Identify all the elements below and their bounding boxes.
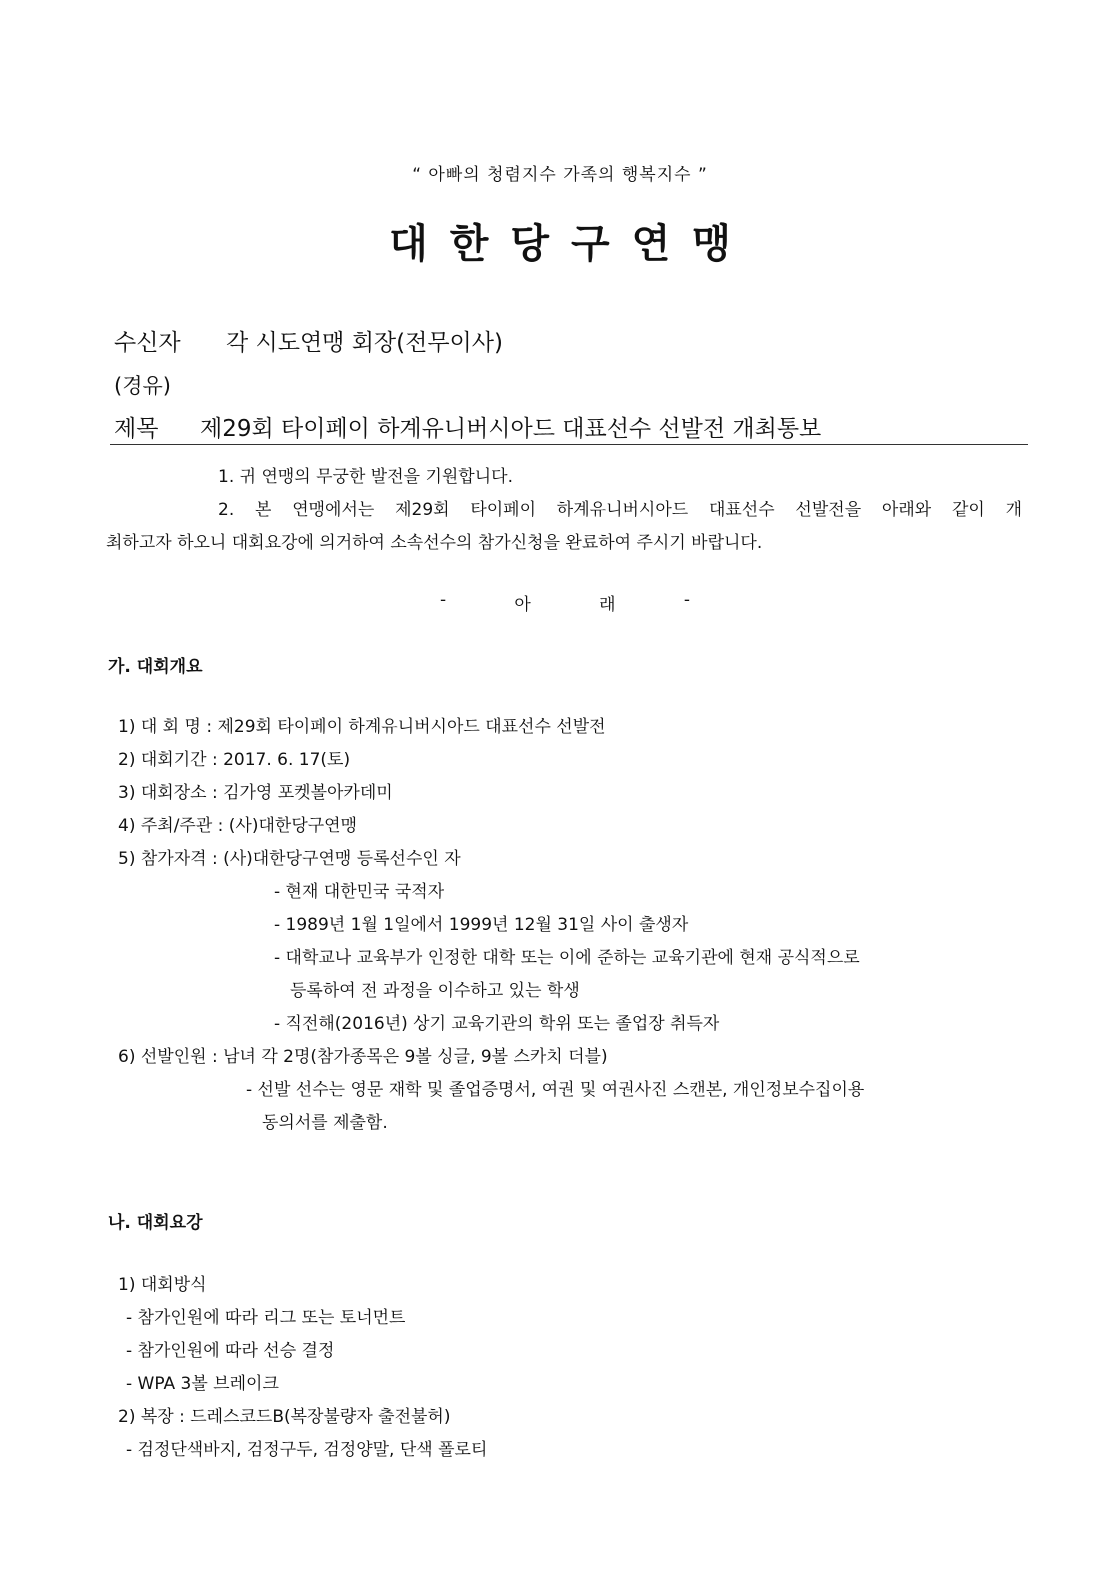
- outline-subline: - 대학교나 교육부가 인정한 대학 또는 이에 준하는 교육기관에 현재 공식적으로: [274, 948, 860, 968]
- below-marker-dash-right: -: [683, 590, 690, 610]
- outline-line: 3) 대회장소 : 김가영 포켓볼아카데미: [118, 783, 393, 803]
- outline-line: 5) 참가자격 : (사)대한당구연맹 등록선수인 자: [118, 849, 461, 869]
- outline-line: 6) 선발인원 : 남녀 각 2명(참가종목은 9볼 싱글, 9볼 스카치 더블): [118, 1047, 608, 1067]
- outline-line: 2) 대회기간 : 2017. 6. 17(토): [118, 750, 351, 770]
- outline-subline: - 1989년 1월 1일에서 1999년 12월 31일 사이 출생자: [274, 915, 689, 935]
- section-1-title: 가. 대회개요: [108, 657, 203, 677]
- header-divider: [110, 444, 1028, 445]
- organization-title: 대한당구연맹: [389, 221, 753, 267]
- body-paragraph-2-line-1: 2. 본 연맹에서는 제29회 타이페이 하계유니버시아드 대표선수 선발전을 아래와 같이 개: [218, 500, 1022, 520]
- below-marker-dash-left: -: [440, 590, 447, 610]
- outline-subline: - 선발 선수는 영문 재학 및 졸업증명서, 여권 및 여권사진 스캔본, 개인정보수집이용: [246, 1080, 865, 1100]
- recipient-value: 각 시도연맹 회장(전무이사): [226, 330, 503, 356]
- guideline-subline: - WPA 3볼 브레이크: [126, 1374, 279, 1394]
- subject-row: [114, 410, 821, 443]
- subject-value: 제29회 타이페이 하계유니버시아드 대표선수 선발전 개최통보: [200, 416, 822, 442]
- outline-subline: - 현재 대한민국 국적자: [274, 882, 445, 902]
- recipient-label: 수신자: [114, 330, 181, 356]
- slogan: “ 아빠의 청렴지수 가족의 행복지수 ”: [412, 165, 708, 185]
- outline-subline: - 직전해(2016년) 상기 교육기관의 학위 또는 졸업장 취득자: [274, 1014, 720, 1034]
- guideline-line: 1) 대회방식: [118, 1275, 207, 1295]
- guideline-line: 2) 복장 : 드레스코드B(복장불량자 출전불허): [118, 1407, 451, 1427]
- outline-line: 1) 대 회 명 : 제29회 타이페이 하계유니버시아드 대표선수 선발전: [118, 717, 606, 737]
- recipient-row: [114, 324, 503, 357]
- outline-subline: 등록하여 전 과정을 이수하고 있는 학생: [290, 981, 580, 1001]
- subject-label: 제목: [114, 416, 159, 442]
- outline-line: 4) 주최/주관 : (사)대한당구연맹: [118, 816, 358, 836]
- via-label: (경유): [114, 374, 171, 398]
- below-marker-char-1: 아: [514, 595, 531, 615]
- body-paragraph-2-line-2: 최하고자 하오니 대회요강에 의거하여 소속선수의 참가신청을 완료하여 주시기 바랍니다.: [106, 533, 763, 553]
- outline-subline: 동의서를 제출함.: [262, 1113, 388, 1133]
- section-2-title: 나. 대회요강: [108, 1213, 203, 1233]
- below-marker: [440, 590, 690, 615]
- body-paragraph-1: 1. 귀 연맹의 무궁한 발전을 기원합니다.: [218, 467, 513, 487]
- guideline-subline: - 참가인원에 따라 리그 또는 토너먼트: [126, 1308, 406, 1328]
- guideline-subline: - 참가인원에 따라 선승 결정: [126, 1341, 335, 1361]
- below-marker-char-2: 래: [599, 595, 616, 615]
- guideline-subline: - 검정단색바지, 검정구두, 검정양말, 단색 폴로티: [126, 1440, 488, 1460]
